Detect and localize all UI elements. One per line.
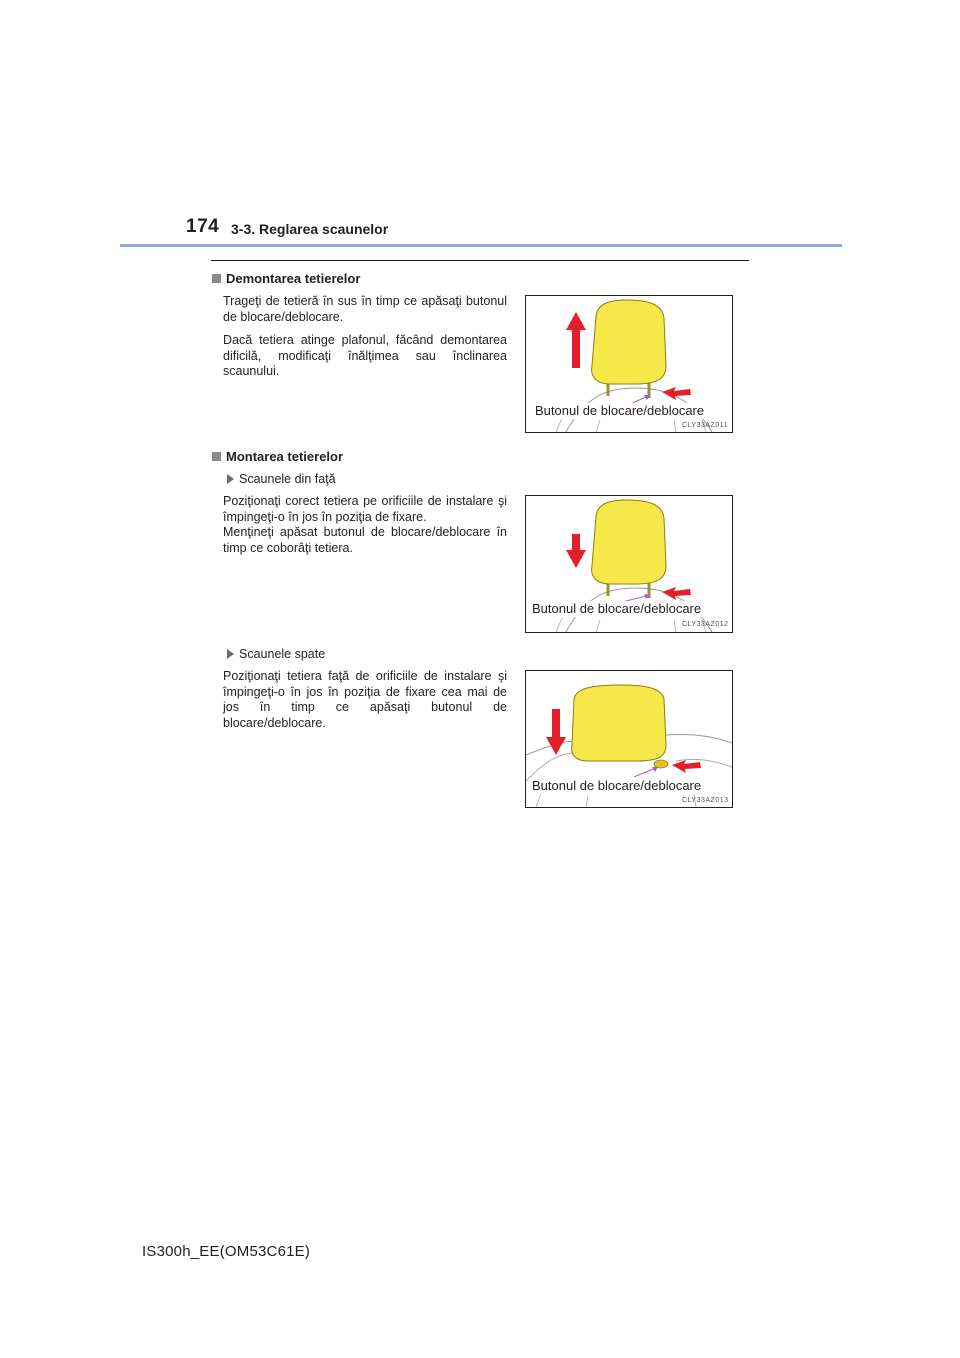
figure-remove-label: Butonul de blocare/deblocare <box>532 403 707 419</box>
section-heading-install-text: Montarea tetierelor <box>226 449 344 464</box>
figure-remove-headrest <box>525 295 733 433</box>
content-rule <box>211 260 749 261</box>
arrow-down-icon <box>566 534 586 568</box>
gray-square-icon <box>212 452 221 461</box>
figure-rear-headrest <box>525 670 733 808</box>
pointer-arrow-icon <box>662 587 691 600</box>
bullet-front-seats <box>227 472 336 486</box>
section-heading-install <box>212 449 343 464</box>
front-paragraph-2: Menţineţi apăsat butonul de blocare/deblocare în timp ce coborâţi tetiera. <box>223 525 507 555</box>
pointer-arrow-icon <box>662 387 691 400</box>
arrow-down-icon <box>546 709 566 755</box>
pointer-arrow-icon <box>672 760 701 773</box>
figure-front-label: Butonul de blocare/deblocare <box>529 601 704 617</box>
rear-paragraph-1: Poziţionaţi tetiera faţă de orificiile de instalare şi împingeţi-o în jos în poziţia de fixare cea mai de jos în timp ce apăsaţi butonul de blocare/deblocare. <box>223 669 507 730</box>
front-paragraph-1: Poziţionaţi corect tetiera pe orificiile de instalare şi împingeţi-o în jos în poziţia de fixare. <box>223 494 507 524</box>
front-instructions <box>223 494 507 564</box>
remove-instructions <box>223 294 507 388</box>
figure-rear-label: Butonul de blocare/deblocare <box>529 778 704 794</box>
footer-model-code: IS300h_EE(OM53C61E) <box>142 1243 311 1260</box>
remove-paragraph-2: Dacă tetiera atinge plafonul, făcând demontarea dificilă, modificaţi înălţimea sau înclinarea scaunului. <box>223 333 507 378</box>
figure-front-headrest <box>525 495 733 633</box>
header-rule <box>120 244 842 247</box>
rear-instructions <box>223 669 507 739</box>
figure-remove-code: CLY33AZ011 <box>682 422 728 429</box>
arrow-up-icon <box>566 312 586 368</box>
figure-rear-code: CLY33AZ013 <box>682 797 729 804</box>
bullet-rear-seats <box>227 647 325 661</box>
triangle-right-icon <box>227 474 234 484</box>
bullet-front-seats-text: Scaunele din faţă <box>239 472 336 486</box>
page-number: 174 <box>186 216 220 237</box>
bullet-rear-seats-text: Scaunele spate <box>239 647 326 661</box>
gray-square-icon <box>212 274 221 283</box>
chapter-title: 3-3. Reglarea scaunelor <box>231 221 389 237</box>
remove-paragraph-1: Trageţi de tetieră în sus în timp ce apăsaţi butonul de blocare/deblocare. <box>223 294 507 324</box>
triangle-right-icon <box>227 649 234 659</box>
section-heading-remove <box>212 271 360 286</box>
section-heading-remove-text: Demontarea tetierelor <box>226 271 361 286</box>
figure-front-code: CLY33AZ012 <box>682 621 729 628</box>
